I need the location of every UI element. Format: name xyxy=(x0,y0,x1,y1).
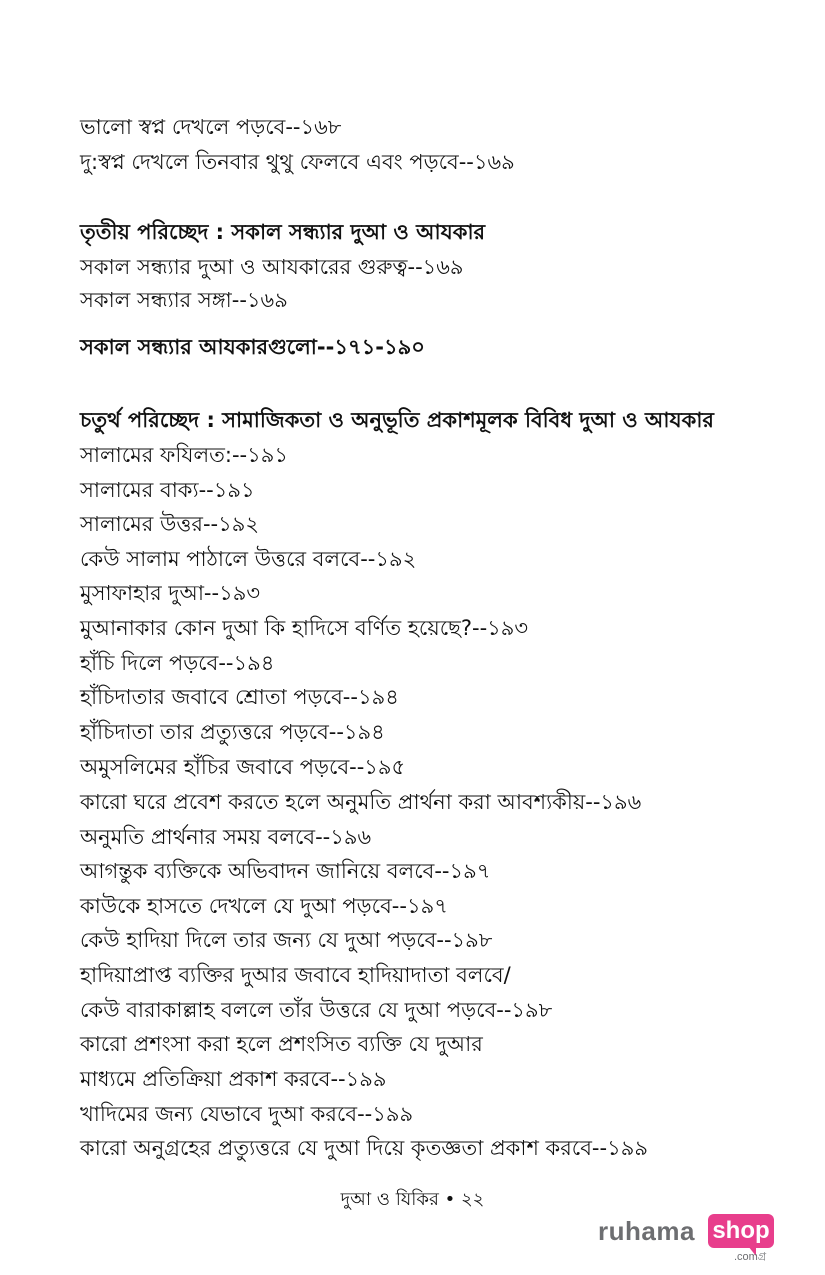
toc-entry: ভালো স্বপ্ন দেখলে পড়বে--১৬৮ xyxy=(80,115,342,139)
toc-entry: সালামের উত্তর--১৯২ xyxy=(80,512,260,536)
toc-entry: মুআনাকার কোন দুআ কি হাদিসে বর্ণিত হয়েছে?--১৯৩ xyxy=(80,616,529,640)
chapter-heading: তৃতীয় পরিচ্ছেদ : সকাল সন্ধ্যার দুআ ও আযকার xyxy=(80,220,486,244)
toc-entry: হাদিয়াপ্রাপ্ত ব্যক্তির দুআর জবাবে হাদিয়াদাতা বলবে/ xyxy=(80,963,511,987)
brand-shop-badge xyxy=(708,1214,774,1248)
toc-entry: কারো প্রশংসা করা হলে প্রশংসিত ব্যক্তি যে দুআর xyxy=(80,1032,483,1056)
toc-entry: কেউ সালাম পাঠালে উত্তরে বলবে--১৯২ xyxy=(80,547,417,571)
brand-domain-text: .comগ্র xyxy=(734,1251,767,1263)
toc-entry: সকাল সন্ধ্যার দুআ ও আযকারের গুরুত্ব--১৬৯ xyxy=(80,255,464,279)
toc-entry: সালামের ফযিলত:--১৯১ xyxy=(80,443,288,467)
toc-entry: অমুসলিমের হাঁচির জবাবে পড়বে--১৯৫ xyxy=(80,755,406,779)
toc-entry: আগন্তুক ব্যক্তিকে অভিবাদন জানিয়ে বলবে--১৯৭ xyxy=(80,859,491,883)
toc-entry: মাধ্যমে প্রতিক্রিয়া প্রকাশ করবে--১৯৯ xyxy=(80,1067,387,1091)
toc-entry: অনুমতি প্রার্থনার সময় বলবে--১৯৬ xyxy=(80,825,372,849)
brand-logo xyxy=(598,1208,778,1264)
toc-entry: সকাল সন্ধ্যার সঙ্গা--১৬৯ xyxy=(80,288,288,312)
chapter-heading: চতুর্থ পরিচ্ছেদ : সামাজিকতা ও অনুভূতি প্রকাশমূলক বিবিধ দুআ ও আযকার xyxy=(80,408,714,432)
brand-ruhama-text: ruhama xyxy=(598,1216,695,1246)
section-heading: সকাল সন্ধ্যার আযকারগুলো--১৭১-১৯০ xyxy=(80,335,425,359)
toc-entry: কারো অনুগ্রহের প্রত্যুত্তরে যে দুআ দিয়ে কৃতজ্ঞতা প্রকাশ করবে--১৯৯ xyxy=(80,1136,648,1160)
toc-entry: হাঁচি দিলে পড়বে--১৯৪ xyxy=(80,651,275,675)
toc-entry: কেউ হাদিয়া দিলে তার জন্য যে দুআ পড়বে--১৯৮ xyxy=(80,928,493,952)
document-page xyxy=(80,0,780,1275)
toc-entry: হাঁচিদাতা তার প্রত্যুত্তরে পড়বে--১৯৪ xyxy=(80,720,385,744)
page-footer: দুআ ও যিকির • ২২ xyxy=(340,1189,485,1210)
toc-entry: সালামের বাক্য--১৯১ xyxy=(80,478,255,502)
toc-entry: দু:স্বপ্ন দেখলে তিনবার থুথু ফেলবে এবং পড়বে--১৬৯ xyxy=(80,150,515,174)
toc-entry: কারো ঘরে প্রবেশ করতে হলে অনুমতি প্রার্থনা করা আবশ্যকীয়--১৯৬ xyxy=(80,790,642,814)
toc-entry: হাঁচিদাতার জবাবে শ্রোতা পড়বে--১৯৪ xyxy=(80,685,399,709)
toc-entry: খাদিমের জন্য যেভাবে দুআ করবে--১৯৯ xyxy=(80,1102,414,1126)
toc-entry: কেউ বারাকাল্লাহ বললে তাঁর উত্তরে যে দুআ পড়বে--১৯৮ xyxy=(80,998,553,1022)
toc-entry: মুসাফাহার দুআ--১৯৩ xyxy=(80,581,260,605)
brand-shop-text: shop xyxy=(712,1217,770,1244)
toc-entry: কাউকে হাসতে দেখলে যে দুআ পড়বে--১৯৭ xyxy=(80,894,448,918)
